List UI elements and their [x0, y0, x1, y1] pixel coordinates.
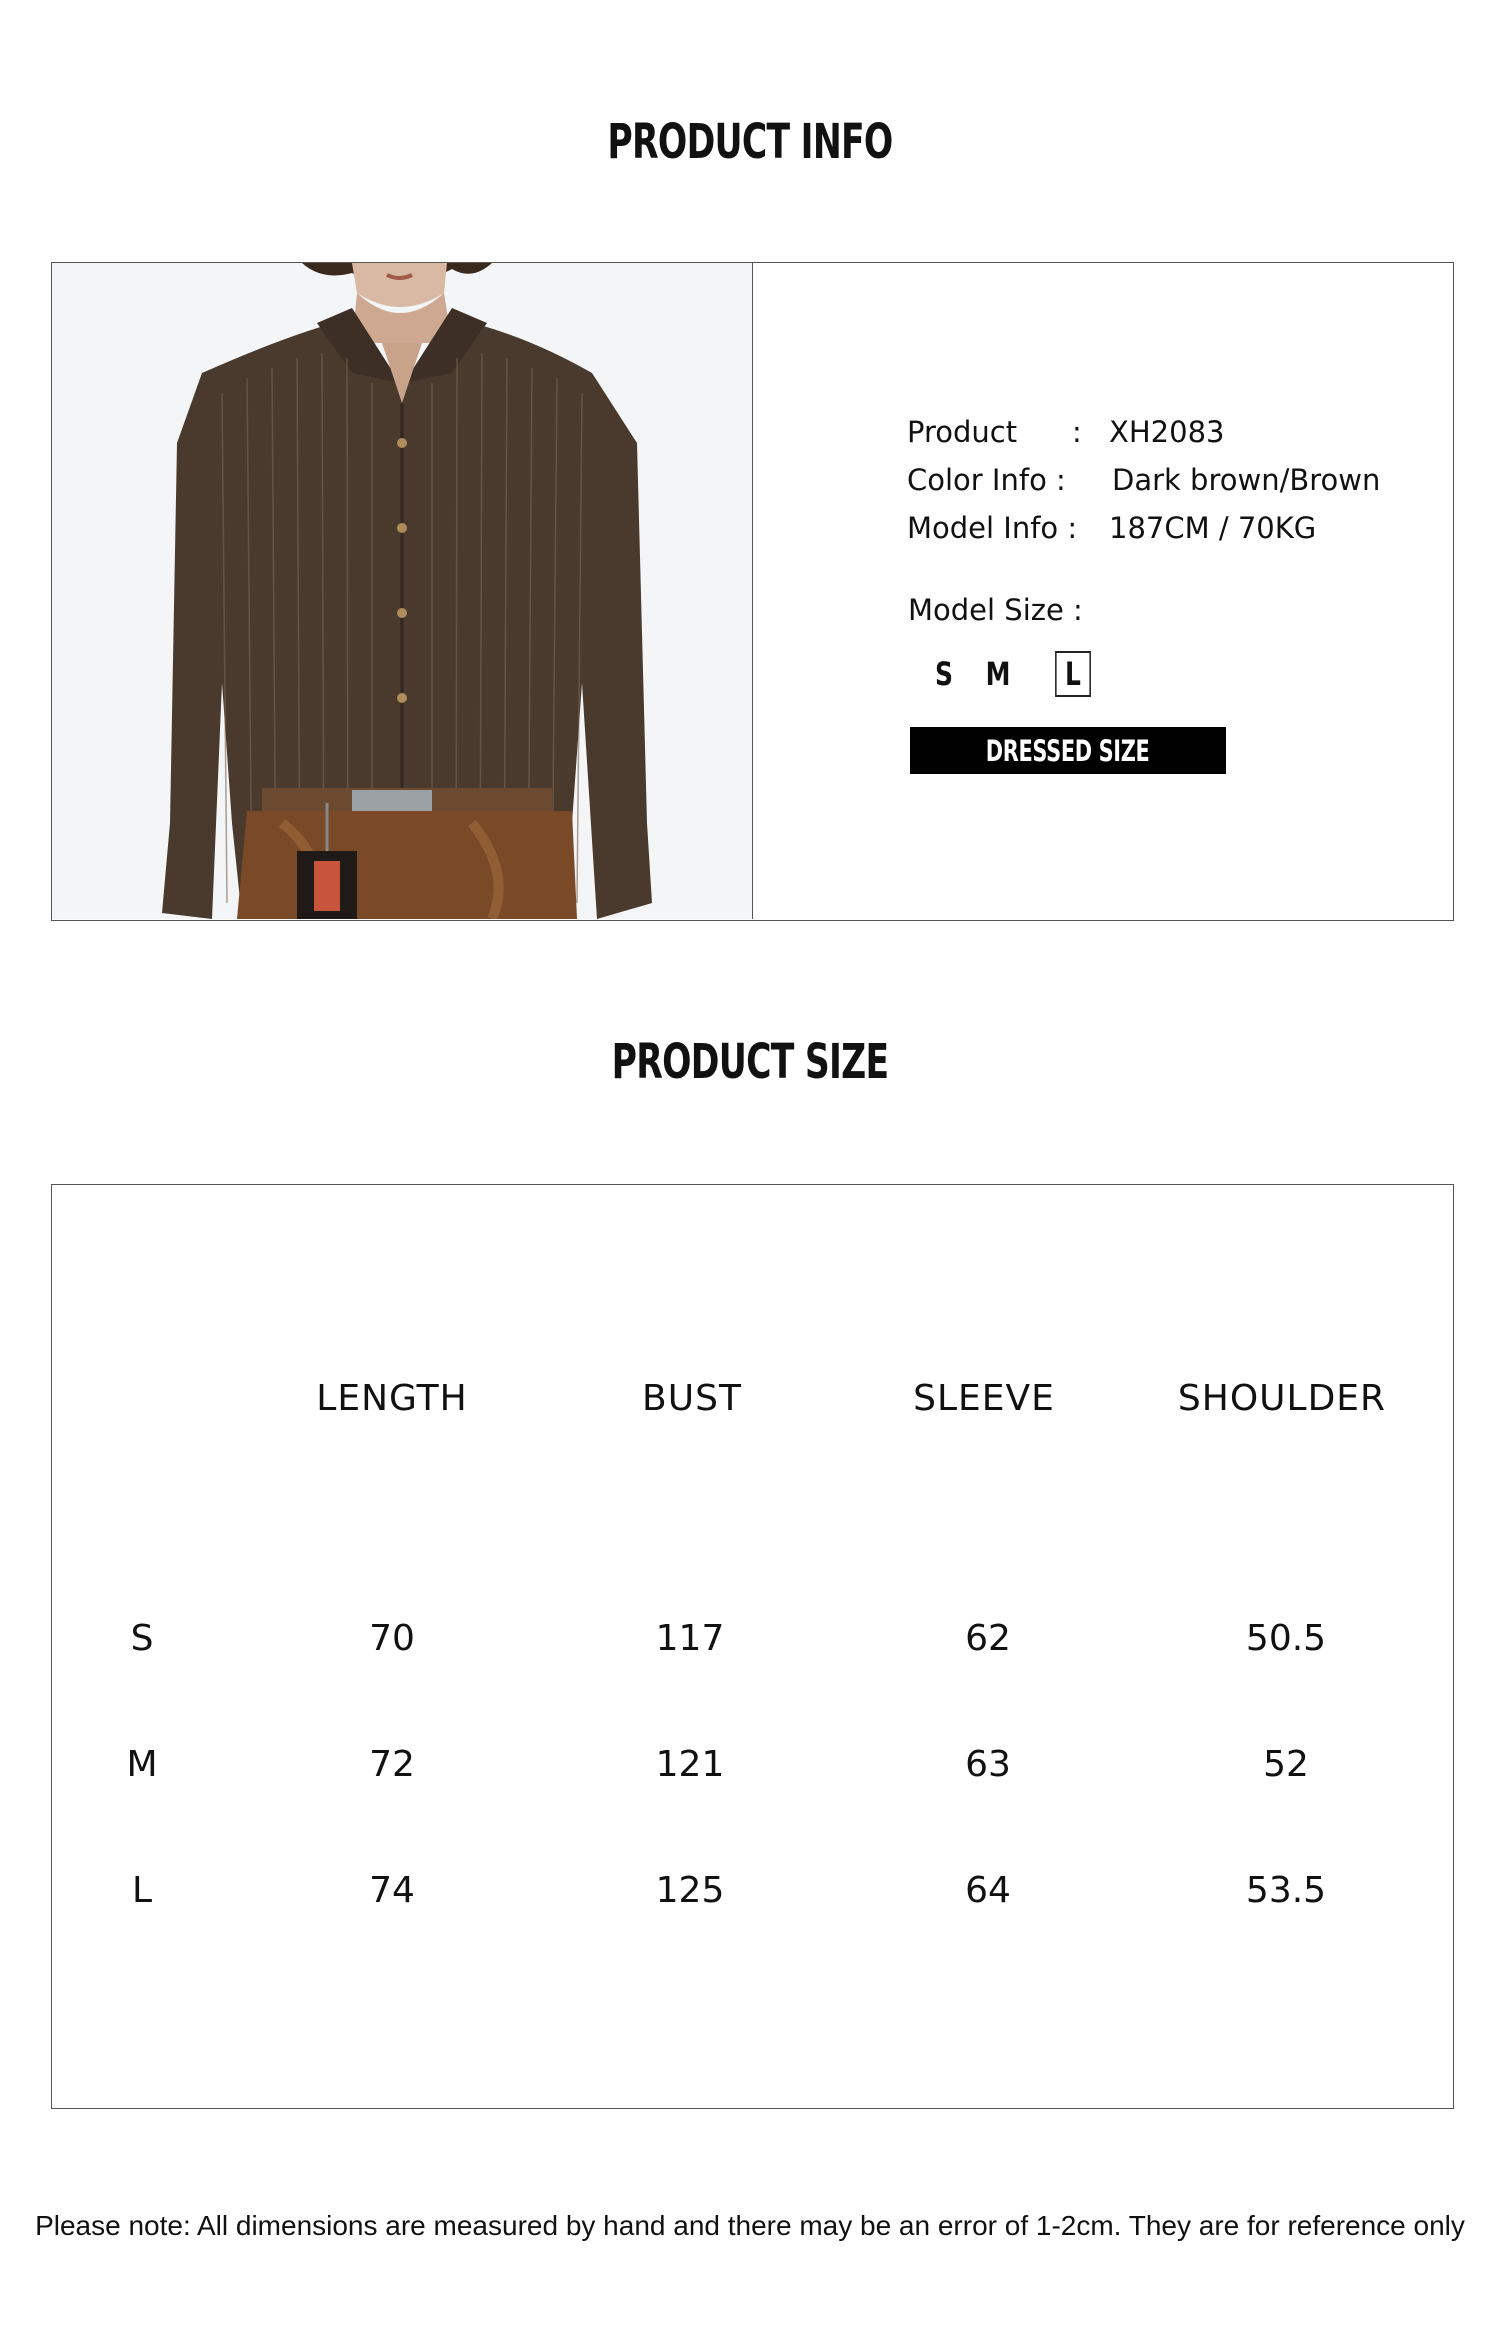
- model-photo-illustration: [52, 263, 752, 919]
- row-size-m: M: [126, 1744, 158, 1785]
- table-cell: 62: [965, 1618, 1011, 1659]
- table-cell: 121: [655, 1744, 725, 1785]
- size-option-l-selected: L: [1055, 651, 1091, 697]
- size-option-s: S: [935, 655, 953, 693]
- table-cell: 70: [369, 1618, 415, 1659]
- model-info-value: 187CM / 70KG: [1109, 511, 1317, 545]
- color-value: Dark brown/Brown: [1112, 463, 1381, 497]
- product-size-heading: PRODUCT SIZE: [611, 1034, 889, 1090]
- size-option-m: M: [985, 655, 1011, 693]
- product-info-heading: PRODUCT INFO: [607, 114, 893, 170]
- table-cell: 63: [965, 1744, 1011, 1785]
- product-value: XH2083: [1109, 415, 1225, 449]
- table-cell: 53.5: [1245, 1870, 1327, 1911]
- size-table: [51, 1184, 1454, 2109]
- model-size-label: Model Size :: [908, 593, 1083, 627]
- product-info-card: [51, 262, 1454, 921]
- model-info-label: Model Info :: [907, 511, 1078, 545]
- table-cell: 52: [1263, 1744, 1309, 1785]
- table-cell: 74: [369, 1870, 415, 1911]
- color-label: Color Info :: [907, 463, 1066, 497]
- table-cell: 50.5: [1245, 1618, 1327, 1659]
- product-label: Product: [907, 415, 1018, 449]
- dressed-size-label: DRESSED SIZE: [986, 733, 1150, 768]
- table-cell: 125: [655, 1870, 725, 1911]
- table-cell: 117: [655, 1618, 725, 1659]
- measurement-note: Please note: All dimensions are measured by hand and there may be an error of 1-2cm. They are for reference only: [35, 2210, 1465, 2241]
- table-cell: 72: [369, 1744, 415, 1785]
- col-header-sleeve: SLEEVE: [913, 1378, 1055, 1419]
- product-colon: :: [1072, 415, 1082, 449]
- col-header-length: LENGTH: [316, 1378, 468, 1419]
- row-size-s: S: [130, 1618, 154, 1659]
- row-size-l: L: [131, 1870, 153, 1911]
- product-photo: [52, 263, 753, 919]
- table-cell: 64: [965, 1870, 1011, 1911]
- dressed-size-badge: [910, 727, 1226, 774]
- col-header-shoulder: SHOULDER: [1177, 1378, 1387, 1419]
- col-header-bust: BUST: [642, 1378, 742, 1419]
